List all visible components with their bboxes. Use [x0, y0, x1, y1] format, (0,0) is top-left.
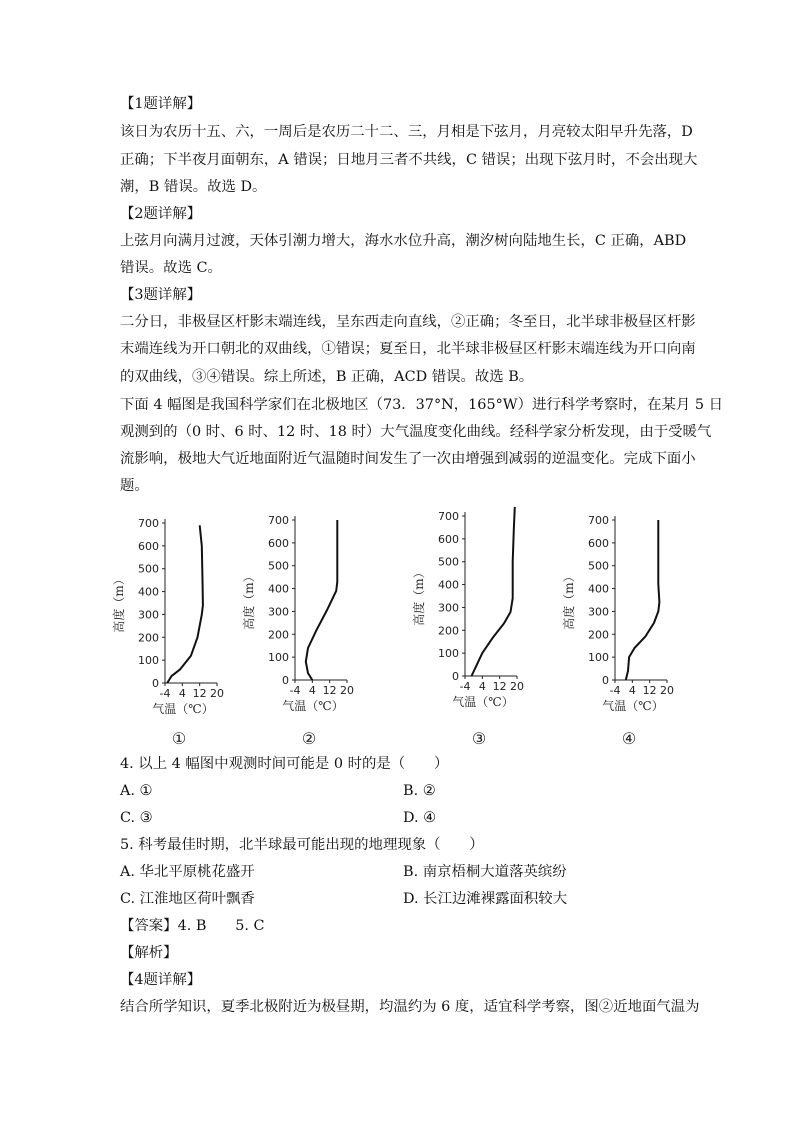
x-tick-label: 20 [510, 680, 524, 693]
question-5-option-a: A. 华北平原桃花盛开 [120, 864, 255, 880]
x-tick-label: 12 [642, 684, 657, 697]
y-tick-label: 500 [438, 555, 459, 569]
y-tick-label: 100 [268, 651, 289, 665]
paragraph-line: 题。 [120, 478, 149, 494]
y-tick-label: 500 [588, 559, 609, 573]
question-5-option-d: D. 长江边滩裸露面积较大 [403, 891, 568, 907]
paragraph-line: 流影响，极地大气近地面附近气温随时间发生了一次由增强到减弱的逆温变化。完成下面小 [120, 451, 696, 467]
heading-q4-detail: 【4题详解】 [120, 972, 202, 988]
paragraph-line: 末端连线为开口朝北的双曲线，①错误；夏至日，北半球非极昼区杆影末端连线为开口向南 [120, 341, 696, 357]
x-axis-label: 气温（℃） [282, 699, 344, 713]
heading-q1-detail: 【1题详解】 [120, 96, 202, 112]
y-tick-label: 600 [588, 536, 609, 550]
y-axis-label: 高度（m） [112, 573, 126, 633]
x-axis-label: 气温（℃） [152, 702, 214, 716]
y-tick-label: 700 [588, 514, 609, 527]
x-tick-label: 12 [322, 684, 337, 697]
y-tick-label: 300 [438, 601, 459, 615]
x-tick-label: 20 [660, 684, 674, 697]
y-tick-label: 700 [438, 510, 459, 523]
x-tick-label: 12 [192, 687, 207, 700]
temperature-curve [306, 520, 338, 680]
question-4-stem: 4. 以上 4 幅图中观测时间可能是 0 时的是（ ） [120, 756, 449, 772]
y-tick-label: 200 [268, 628, 289, 642]
y-tick-label: 600 [438, 532, 459, 546]
y-tick-label: 0 [602, 674, 609, 687]
x-tick-label: 20 [340, 684, 354, 697]
x-axis-label: 气温（℃） [602, 699, 664, 713]
temperature-curve [472, 507, 515, 676]
y-tick-label: 100 [138, 654, 159, 668]
y-tick-label: 200 [138, 631, 159, 645]
question-4-option-a: A. ① [120, 783, 153, 799]
chart-caption: ② [301, 729, 317, 748]
y-tick-label: 400 [438, 578, 459, 592]
question-4-option-c: C. ③ [120, 810, 153, 826]
question-5-option-c: C. 江淮地区荷叶飘香 [120, 891, 255, 907]
paragraph-line: 该日为农历十五、六，一周后是农历二十二、三，月相是下弦月，月亮较太阳早升先落，D [120, 124, 693, 140]
y-tick-label: 300 [268, 605, 289, 619]
y-tick-label: 700 [138, 517, 159, 530]
x-tick-label: -4 [459, 680, 471, 693]
y-tick-label: 0 [152, 677, 159, 690]
y-tick-label: 100 [588, 651, 609, 665]
question-4-option-d: D. ④ [403, 810, 437, 826]
y-tick-label: 100 [438, 647, 459, 661]
y-tick-label: 300 [138, 608, 159, 622]
y-tick-label: 300 [588, 605, 609, 619]
x-tick-label: -4 [609, 684, 621, 697]
paragraph-line: 二分日，非极昼区杆影末端连线，呈东西走向直线，②正确；冬至日，北半球非极昼区杆影 [120, 314, 696, 330]
paragraph-line: 观测到的（0 时、6 时、12 时、18 时）大气温度变化曲线。经科学家分析发现，由于受暖气 [120, 424, 712, 440]
y-tick-label: 0 [452, 670, 459, 683]
y-tick-label: 700 [268, 514, 289, 527]
y-tick-label: 400 [588, 582, 609, 596]
paragraph-line: 结合所学知识，夏季北极附近为极昼期，均温约为 6 度，适宜科学考察，图②近地面气温为 [120, 999, 700, 1015]
charts-svg [110, 498, 690, 753]
analysis-heading: 【解析】 [120, 945, 178, 961]
answer-line: 【答案】4. B 5. C [120, 918, 265, 934]
y-axis-label: 高度（m） [242, 570, 256, 630]
temperature-curve [167, 525, 203, 683]
chart-caption: ④ [621, 729, 637, 748]
y-tick-label: 600 [138, 539, 159, 553]
paragraph-line: 下面 4 幅图是我国科学家们在北极地区（73．37°N，165°W）进行科学考察时，在某月 5 日 [120, 397, 723, 413]
y-tick-label: 500 [268, 559, 289, 573]
y-tick-label: 600 [268, 536, 289, 550]
y-tick-label: 400 [138, 585, 159, 599]
x-tick-label: -4 [289, 684, 301, 697]
chart-caption: ③ [471, 729, 487, 748]
question-4-option-b: B. ② [403, 783, 436, 799]
y-tick-label: 200 [438, 624, 459, 638]
x-tick-label: 4 [178, 687, 186, 700]
y-tick-label: 400 [268, 582, 289, 596]
y-axis-label: 高度（m） [562, 570, 576, 630]
x-tick-label: 4 [308, 684, 316, 697]
y-tick-label: 0 [282, 674, 289, 687]
question-5-option-b: B. 南京梧桐大道落英缤纷 [403, 864, 567, 880]
heading-q3-detail: 【3题详解】 [120, 287, 202, 303]
paragraph-line: 潮，B 错误。故选 D。 [120, 179, 267, 195]
x-tick-label: 4 [628, 684, 636, 697]
x-axis-label: 气温（℃） [452, 695, 514, 709]
paragraph-line: 上弦月向满月过渡，天体引潮力增大，海水水位升高，潮汐树向陆地生长，C 正确，ABD [120, 233, 687, 249]
x-tick-label: -4 [159, 687, 171, 700]
y-axis-label: 高度（m） [412, 566, 426, 626]
temperature-profile-charts [110, 498, 690, 753]
chart-caption: ① [171, 729, 187, 748]
paragraph-line: 的双曲线，③④错误。综上所述，B 正确，ACD 错误。故选 B。 [120, 369, 534, 385]
y-tick-label: 200 [588, 628, 609, 642]
question-5-stem: 5. 科考最佳时期，北半球最可能出现的地理现象（ ） [120, 837, 484, 853]
paragraph-line: 正确；下半夜月面朝东，A 错误；日地月三者不共线，C 错误；出现下弦月时，不会出现大 [120, 152, 698, 168]
paragraph-line: 错误。故选 C。 [120, 260, 222, 276]
x-tick-label: 12 [492, 680, 507, 693]
temperature-curve [626, 520, 660, 680]
y-tick-label: 500 [138, 562, 159, 576]
heading-q2-detail: 【2题详解】 [120, 206, 202, 222]
x-tick-label: 4 [478, 680, 486, 693]
x-tick-label: 20 [210, 687, 224, 700]
